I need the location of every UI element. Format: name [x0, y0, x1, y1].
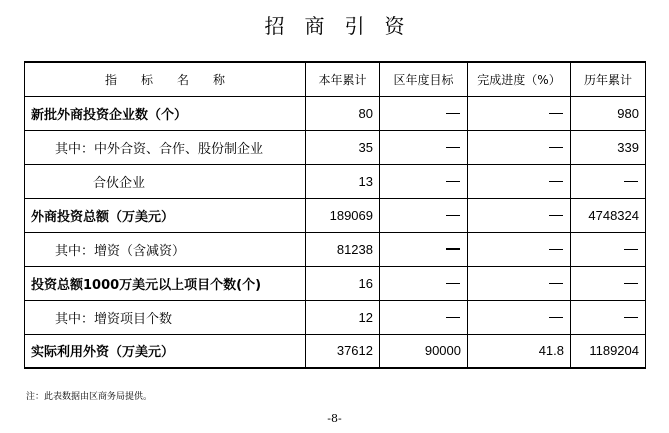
empty-value-dash: [571, 266, 646, 300]
table-row: [25, 198, 646, 232]
empty-value-dash: [380, 300, 468, 334]
row-indicator-name: 其中：增资项目个数: [25, 300, 306, 334]
empty-value-dash: [380, 266, 468, 300]
empty-value-dash: [380, 164, 468, 198]
dash-mark: [549, 317, 563, 318]
table-row: [25, 164, 646, 198]
empty-value-dash: [571, 232, 646, 266]
empty-value-dash: [380, 232, 468, 266]
empty-value-dash: [468, 198, 571, 232]
cell-value: 16: [306, 266, 380, 300]
header-indicator-name: 指标名称: [25, 62, 306, 96]
empty-value-dash: [468, 164, 571, 198]
cell-value: 35: [306, 130, 380, 164]
empty-value-dash: [380, 130, 468, 164]
cell-value: 90000: [380, 334, 468, 368]
dash-mark: [446, 113, 460, 114]
cell-value: 980: [571, 96, 646, 130]
empty-value-dash: [468, 266, 571, 300]
header-year-total: 本年累计: [306, 62, 380, 96]
dash-mark: [549, 113, 563, 114]
table-header-row: [25, 62, 646, 96]
cell-value: 12: [306, 300, 380, 334]
table-row: [25, 334, 646, 368]
table-row: [25, 130, 646, 164]
dash-mark: [549, 249, 563, 250]
cell-value: 13: [306, 164, 380, 198]
cell-value: 189069: [306, 198, 380, 232]
cell-value: 4748324: [571, 198, 646, 232]
cell-value: 81238: [306, 232, 380, 266]
dash-mark: [446, 215, 460, 216]
dash-mark: [549, 283, 563, 284]
cell-value: 1189204: [571, 334, 646, 368]
dash-mark: [549, 215, 563, 216]
row-indicator-name: 外商投资总额（万美元）: [25, 198, 306, 232]
dash-mark: [446, 147, 460, 148]
empty-value-dash: [571, 300, 646, 334]
table-row: [25, 96, 646, 130]
row-indicator-name: 其中：中外合资、合作、股份制企业: [25, 130, 306, 164]
dash-mark: [446, 317, 460, 318]
empty-value-dash: [468, 232, 571, 266]
empty-value-dash: [380, 96, 468, 130]
cell-value: 37612: [306, 334, 380, 368]
dash-mark: [446, 248, 460, 250]
row-indicator-name: 其中：增资（含减资）: [25, 232, 306, 266]
footnote: 注：此表数据由区商务局提供。: [26, 392, 153, 402]
cell-value: 41.8: [468, 334, 571, 368]
header-annual-target: 区年度目标: [380, 62, 468, 96]
header-historical-total: 历年累计: [571, 62, 646, 96]
row-indicator-name: 新批外商投资企业数（个）: [25, 96, 306, 130]
page-number: -8-: [327, 412, 342, 425]
row-indicator-name: 实际利用外资（万美元）: [25, 334, 306, 368]
cell-value: 339: [571, 130, 646, 164]
empty-value-dash: [380, 198, 468, 232]
empty-value-dash: [571, 164, 646, 198]
dash-mark: [624, 317, 638, 318]
dash-mark: [446, 283, 460, 284]
dash-mark: [549, 147, 563, 148]
dash-mark: [624, 181, 638, 182]
dash-mark: [446, 181, 460, 182]
cell-value: 80: [306, 96, 380, 130]
empty-value-dash: [468, 300, 571, 334]
table-row: [25, 266, 646, 300]
row-indicator-name: 投资总额1000万美元以上项目个数(个): [25, 266, 306, 300]
table-row: [25, 300, 646, 334]
empty-value-dash: [468, 130, 571, 164]
dash-mark: [624, 283, 638, 284]
stats-table: [24, 61, 646, 369]
page-title: 招商引资: [264, 14, 425, 38]
empty-value-dash: [468, 96, 571, 130]
dash-mark: [624, 249, 638, 250]
row-indicator-name: 合伙企业: [25, 164, 306, 198]
dash-mark: [549, 181, 563, 182]
header-completion-progress: 完成进度（%）: [468, 62, 571, 96]
table-row: [25, 232, 646, 266]
